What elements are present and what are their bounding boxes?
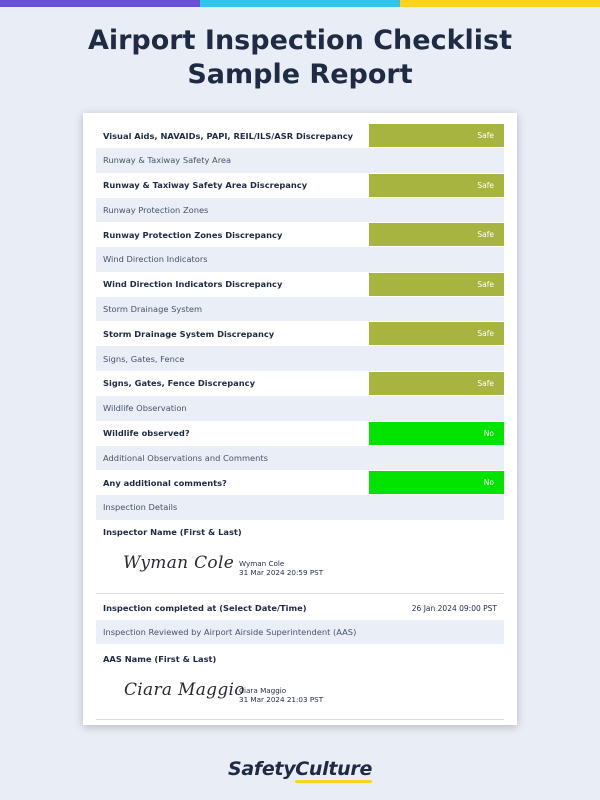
aas-signature-meta [239, 686, 323, 704]
inspection-completed-value: 26 Jan 2024 09:00 PST [411, 603, 497, 613]
question-label: Storm Drainage System Discrepancy [103, 328, 275, 339]
answer-badge: Safe [369, 174, 504, 197]
checklist-rows [96, 123, 504, 520]
question-row [96, 470, 504, 495]
answer-badge: Safe [369, 223, 504, 246]
question-label: Runway & Taxiway Safety Area Discrepancy [103, 180, 308, 191]
accent-segment-purple [0, 0, 200, 7]
question-row [96, 371, 504, 396]
aas-name: Ciara Maggio [239, 686, 287, 695]
section-header: Storm Drainage System [96, 297, 504, 322]
question-row [96, 321, 504, 346]
page-title-line-2: Sample Report [187, 59, 413, 90]
question-label: Signs, Gates, Fence Discrepancy [103, 378, 256, 389]
page-title-line-1: Airport Inspection Checklist [87, 25, 513, 56]
inspector-signature: Wyman Cole [123, 553, 235, 573]
inspection-completed-row [96, 596, 504, 620]
inspector-date: 31 Mar 2024 20:59 PST [239, 568, 324, 577]
section-header: Runway & Taxiway Safety Area [96, 148, 504, 173]
section-header: Wildlife Observation [96, 396, 504, 421]
aas-signature: Ciara Maggio [124, 680, 245, 700]
inspector-block [103, 527, 503, 537]
question-row [96, 173, 504, 198]
section-header: Signs, Gates, Fence [96, 346, 504, 371]
answer-badge: Safe [369, 273, 504, 296]
page-title [0, 24, 600, 92]
inspector-signature-meta [239, 559, 323, 577]
inspection-completed-label: Inspection completed at (Select Date/Time) [103, 603, 307, 613]
inspector-label: Inspector Name (First & Last) [103, 527, 242, 537]
section-header: Additional Observations and Comments [96, 446, 504, 471]
answer-badge: Safe [369, 124, 504, 147]
question-row [96, 222, 504, 247]
brand-logo [0, 758, 600, 780]
answer-badge: No [369, 471, 504, 494]
question-row [96, 272, 504, 297]
question-label: Runway Protection Zones Discrepancy [103, 229, 283, 240]
divider [96, 719, 504, 720]
review-section-header: Inspection Reviewed by Airport Airside Superintendent (AAS) [96, 620, 504, 644]
question-row [96, 421, 504, 446]
section-header: Wind Direction Indicators [96, 247, 504, 272]
answer-badge: Safe [369, 372, 504, 395]
aas-block [103, 654, 503, 664]
report-card [83, 113, 517, 725]
top-accent-bar [0, 0, 600, 7]
question-label: Visual Aids, NAVAIDs, PAPI, REIL/ILS/ASR Discrepancy [103, 130, 354, 141]
inspector-name: Wyman Cole [239, 559, 285, 568]
accent-segment-cyan [200, 0, 400, 7]
divider [96, 593, 504, 594]
question-label: Wind Direction Indicators Discrepancy [103, 279, 283, 290]
aas-date: 31 Mar 2024 21:03 PST [239, 695, 324, 704]
question-label: Wildlife observed? [103, 428, 190, 439]
question-row [96, 123, 504, 148]
brand-part-2: Culture [295, 758, 373, 780]
aas-label: AAS Name (First & Last) [103, 654, 217, 664]
section-header: Inspection Details [96, 495, 504, 520]
accent-segment-yellow [400, 0, 600, 7]
question-label: Any additional comments? [103, 477, 227, 488]
brand-part-1: Safety [227, 758, 296, 780]
section-header: Runway Protection Zones [96, 198, 504, 223]
answer-badge: Safe [369, 322, 504, 345]
answer-badge: No [369, 422, 504, 445]
